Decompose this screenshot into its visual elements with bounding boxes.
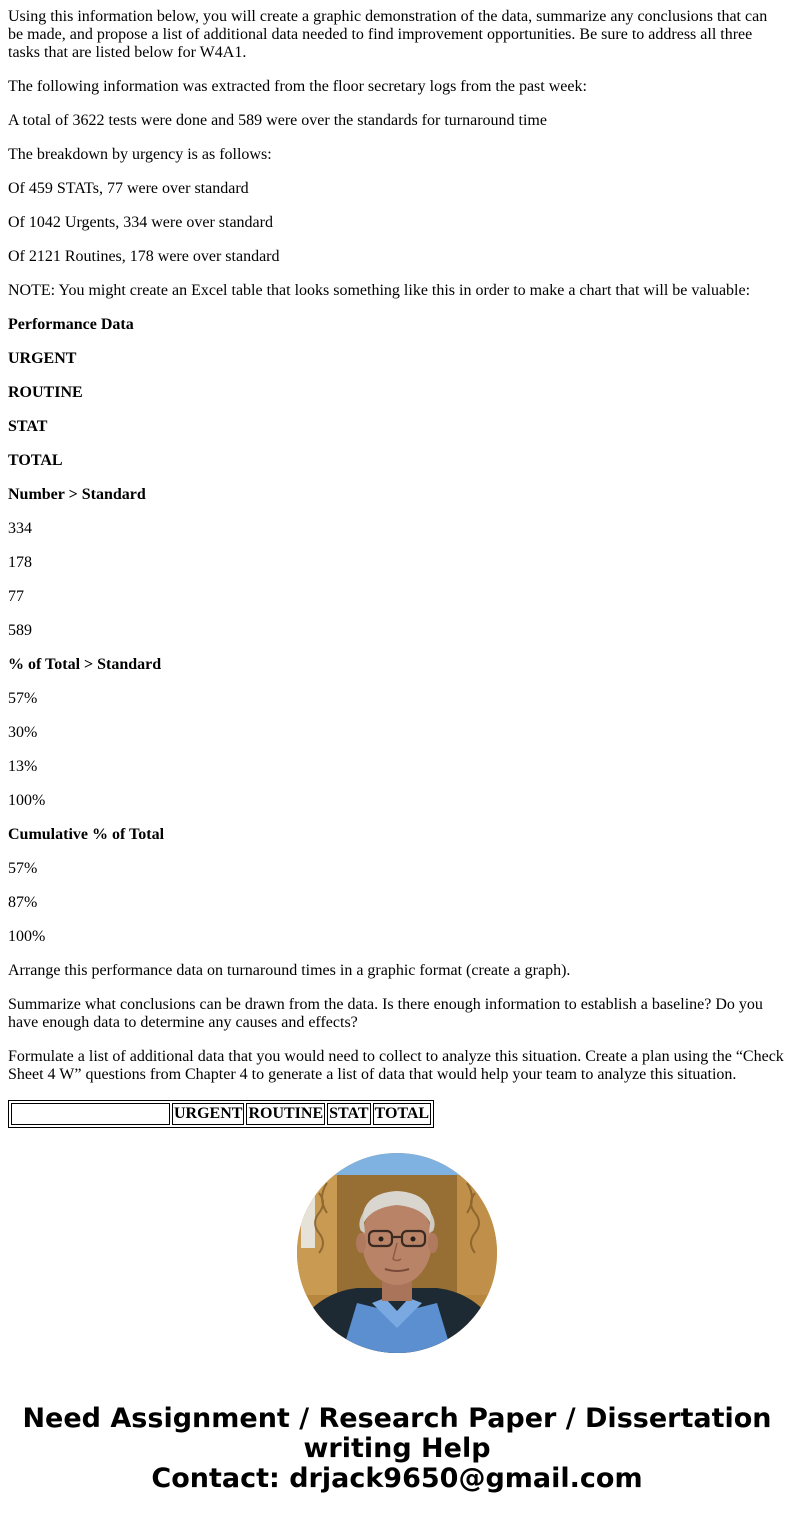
breakdown-heading: The breakdown by urgency is as follows: <box>8 146 272 163</box>
category-total: TOTAL <box>8 452 63 469</box>
promo-line: Need Assignment / Research Paper / Dissertation <box>22 1403 772 1434</box>
source-paragraph: The following information was extracted from the floor secretary logs from the past week: <box>8 78 587 95</box>
cumulative-value: 87% <box>8 894 38 911</box>
table-header-cell: URGENT <box>172 1103 244 1125</box>
promo-contact: Contact: drjack9650@gmail.com <box>151 1463 643 1494</box>
percent-value: 57% <box>8 690 38 707</box>
task-conclusions: Summarize what conclusions can be drawn from the data. Is there enough information to establish a baseline? Do you have enough data to determine any causes and effects? <box>8 996 763 1031</box>
stat-line: Of 459 STATs, 77 were over standard <box>8 180 249 197</box>
category-urgent: URGENT <box>8 350 77 367</box>
performance-table <box>8 1100 434 1128</box>
percent-label: % of Total > Standard <box>8 656 162 673</box>
table-header-cell-empty <box>11 1103 170 1125</box>
cumulative-label: Cumulative % of Total <box>8 826 165 843</box>
number-label: Number > Standard <box>8 486 146 503</box>
cumulative-value: 100% <box>8 928 46 945</box>
table-header-cell: TOTAL <box>373 1103 432 1125</box>
percent-value: 100% <box>8 792 46 809</box>
note-paragraph: NOTE: You might create an Excel table that looks something like this in order to make a chart that will be valuable: <box>8 282 751 299</box>
number-value: 77 <box>8 588 24 605</box>
urgent-line: Of 1042 Urgents, 334 were over standard <box>8 214 273 231</box>
number-value: 589 <box>8 622 32 639</box>
number-value: 334 <box>8 520 32 537</box>
task-additional-data: Formulate a list of additional data that you would need to collect to analyze this situation. Create a plan using the “Check Sheet 4 W” questions from Chapter 4 to generate a list of data that would help your team to analyze this situation. <box>8 1048 784 1083</box>
promo-line: writing Help <box>303 1433 491 1464</box>
table-header-cell: STAT <box>327 1103 370 1125</box>
cumulative-value: 57% <box>8 860 38 877</box>
category-stat: STAT <box>8 418 48 435</box>
total-line: A total of 3622 tests were done and 589 were over the standards for turnaround time <box>8 112 547 129</box>
performance-title: Performance Data <box>8 316 134 333</box>
percent-value: 30% <box>8 724 38 741</box>
table-header-cell: ROUTINE <box>246 1103 325 1125</box>
percent-value: 13% <box>8 758 38 775</box>
author-photo <box>297 1153 497 1353</box>
routine-line: Of 2121 Routines, 178 were over standard <box>8 248 280 265</box>
task-graph: Arrange this performance data on turnaround times in a graphic format (create a graph). <box>8 962 571 979</box>
number-value: 178 <box>8 554 32 571</box>
instructions-paragraph: Using this information below, you will create a graphic demonstration of the data, summarize any conclusions that can be made, and propose a list of additional data needed to find improvement opportunities. Be sure to address all three tasks that are listed below for W4A1. <box>8 8 768 61</box>
category-routine: ROUTINE <box>8 384 83 401</box>
promo-banner <box>0 1404 794 1494</box>
table-header-row <box>11 1103 431 1125</box>
author-avatar <box>297 1153 497 1353</box>
